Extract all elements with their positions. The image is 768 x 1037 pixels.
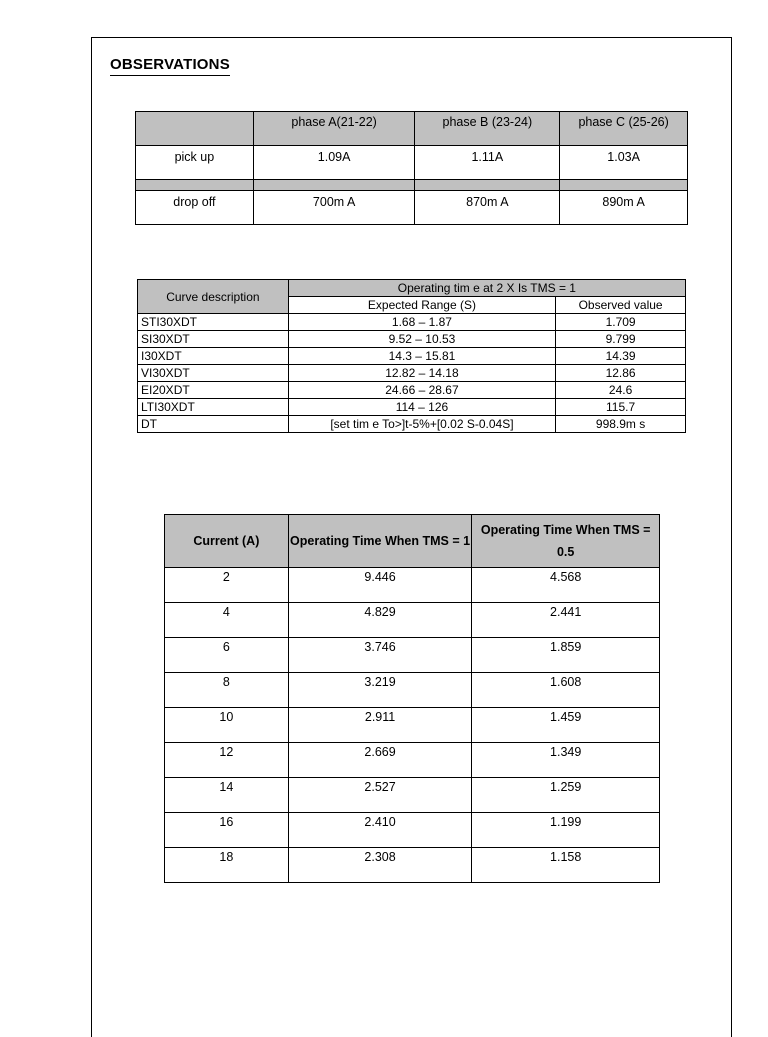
observed-value: 115.7 [556,399,686,416]
tms-05-cell: 1.199 [472,813,660,848]
tms-05-cell: 1.459 [472,708,660,743]
expected-range: [set tim e To>]t-5%+[0.02 S-0.04S] [288,416,555,433]
curve-table [137,279,686,433]
tms-1-cell: 2.669 [288,743,472,778]
expected-range: 24.66 – 28.67 [288,382,555,399]
expected-range: 14.3 – 15.81 [288,348,555,365]
tms-05-cell: 1.349 [472,743,660,778]
header-cell: phase A(21-22) [253,112,415,146]
header-cell [136,112,254,146]
tms-05-cell: 1.158 [472,848,660,883]
tms-1-cell: 2.410 [288,813,472,848]
expected-range: 12.82 – 14.18 [288,365,555,382]
table-row [138,331,686,348]
table-row [165,708,660,743]
table-cell: 1.03A [560,146,688,180]
table-row [136,191,688,225]
table-row [165,638,660,673]
curve-name: VI30XDT [138,365,289,382]
table-row [165,568,660,603]
table-row [165,848,660,883]
tms-1-cell: 4.829 [288,603,472,638]
curve-name: EI20XDT [138,382,289,399]
curve-description-header: Curve description [138,280,289,314]
table-cell: 890m A [560,191,688,225]
table-row [165,813,660,848]
table-row [165,603,660,638]
table-row [138,382,686,399]
current-header: Current (A) [165,515,289,568]
tms-05-cell: 1.259 [472,778,660,813]
tms-1-cell: 3.219 [288,673,472,708]
current-cell: 8 [165,673,289,708]
table-row [138,365,686,382]
curve-name: DT [138,416,289,433]
current-cell: 18 [165,848,289,883]
row-label: pick up [136,146,254,180]
curve-name: STI30XDT [138,314,289,331]
tms-05-cell: 4.568 [472,568,660,603]
table-header-row [138,280,686,297]
observed-value: 998.9m s [556,416,686,433]
table-cell: 1.11A [415,146,560,180]
tms-05-cell: 1.608 [472,673,660,708]
table-cell: 1.09A [253,146,415,180]
separator-cell [415,180,560,191]
separator-cell [136,180,254,191]
observed-value: 14.39 [556,348,686,365]
header-cell: phase C (25-26) [560,112,688,146]
tms-1-header: Operating Time When TMS = 1 [288,515,472,568]
header-cell: phase B (23-24) [415,112,560,146]
operating-time-table [164,514,660,883]
table-row [138,348,686,365]
current-cell: 4 [165,603,289,638]
table-row [138,416,686,433]
expected-range: 1.68 – 1.87 [288,314,555,331]
table-row [165,743,660,778]
separator-cell [560,180,688,191]
expected-range: 9.52 – 10.53 [288,331,555,348]
pickup-dropoff-table [135,111,688,225]
observed-value: 1.709 [556,314,686,331]
tms-05-header: Operating Time When TMS = 0.5 [472,515,660,568]
table-header-row [165,515,660,568]
table-cell: 700m A [253,191,415,225]
tms-05-cell: 2.441 [472,603,660,638]
operating-time-header: Operating tim e at 2 X Is TMS = 1 [288,280,685,297]
tms-1-cell: 3.746 [288,638,472,673]
observed-value: 9.799 [556,331,686,348]
expected-range-header: Expected Range (S) [288,297,555,314]
separator-cell [253,180,415,191]
table-cell: 870m A [415,191,560,225]
curve-name: I30XDT [138,348,289,365]
row-label: drop off [136,191,254,225]
curve-name: LTI30XDT [138,399,289,416]
current-cell: 12 [165,743,289,778]
observed-value: 24.6 [556,382,686,399]
observations-heading: OBSERVATIONS [110,56,230,76]
tms-05-cell: 1.859 [472,638,660,673]
observed-value: 12.86 [556,365,686,382]
tms-1-cell: 2.527 [288,778,472,813]
tms-1-cell: 2.911 [288,708,472,743]
table-row [165,673,660,708]
current-cell: 6 [165,638,289,673]
current-cell: 2 [165,568,289,603]
current-cell: 16 [165,813,289,848]
table-row [138,399,686,416]
current-cell: 14 [165,778,289,813]
tms-1-cell: 2.308 [288,848,472,883]
observed-value-header: Observed value [556,297,686,314]
expected-range: 114 – 126 [288,399,555,416]
table-header-row [136,112,688,146]
current-cell: 10 [165,708,289,743]
tms-1-cell: 9.446 [288,568,472,603]
table-row [165,778,660,813]
table-row [136,146,688,180]
curve-name: SI30XDT [138,331,289,348]
separator-row [136,180,688,191]
table-row [138,314,686,331]
